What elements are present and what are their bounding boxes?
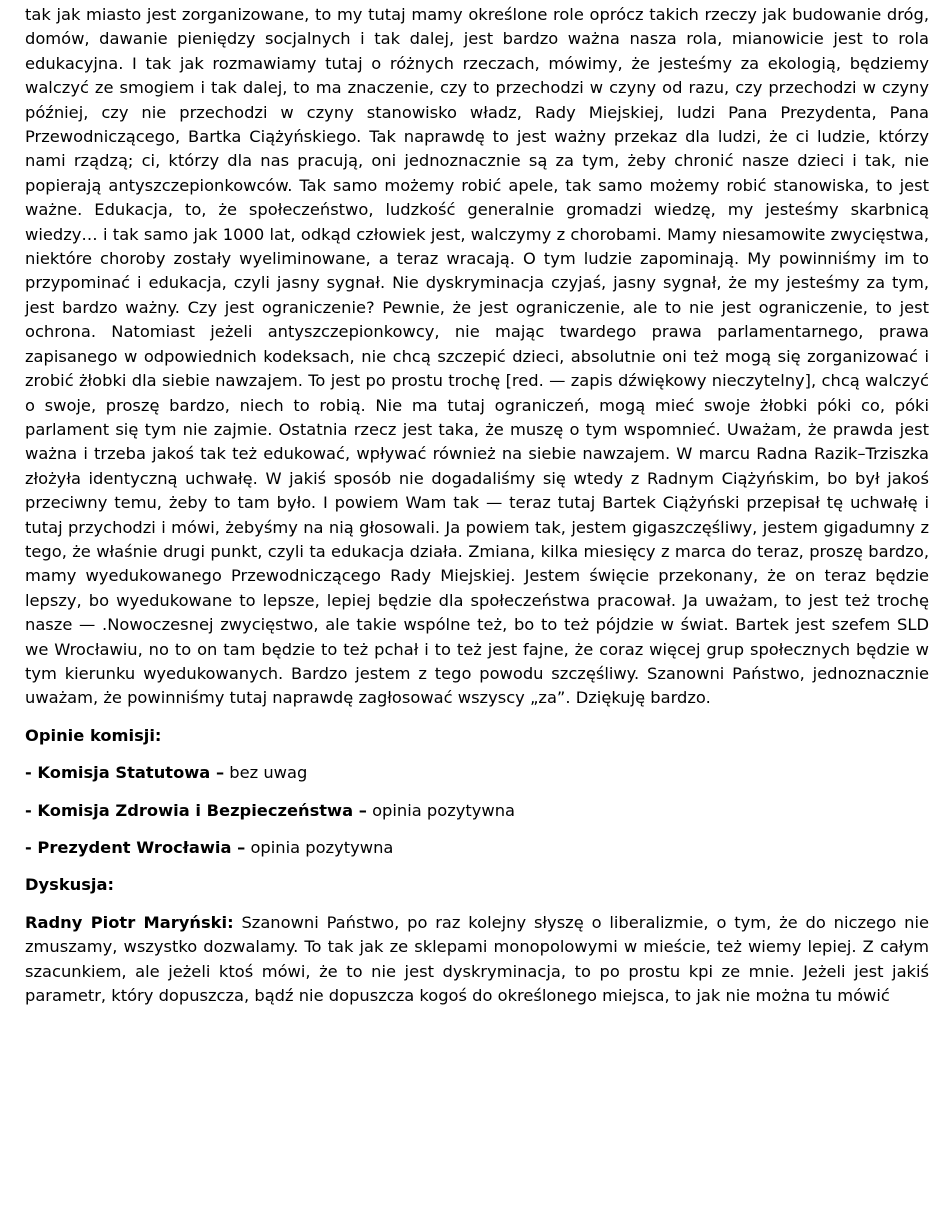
- opinion-committee-label: - Prezydent Wrocławia –: [25, 838, 246, 857]
- opinion-item-komisja-statutowa: [25, 761, 929, 785]
- opinion-value: opinia pozytywna: [250, 838, 394, 857]
- speech-text: Szanowni Państwo, po raz kolejny słyszę o liberalizmie, o tym, że do niczego nie zmuszamy, wszystko dozwalamy. To tak jak ze sklepami monopolowymi w mieście, też wiemy lepiej. Z całym szacunkiem, ale jeżeli ktoś mówi, że to nie jest dyskryminacja, to po prostu kpi ze mnie. Jeżeli jest jakiś parametr, który dopuszcza, bądź nie dopuszcza kogoś do określonego miejsca, to jak nie można tu mówić: [25, 912, 929, 1006]
- discussion-heading: Dyskusja:: [25, 875, 115, 895]
- opinions-heading: Opinie komisji:: [25, 725, 162, 745]
- opinion-item-komisja-zdrowia: [25, 799, 929, 823]
- speech-continuation-paragraph: tak jak miasto jest zorganizowane, to my tutaj mamy określone role oprócz takich rzeczy jak budowanie dróg, domów, dawanie pieniędzy socjalnych i tak dalej, jest bardzo ważna nasza rola, mianowicie jest to rola edukacyjna. I tak jak rozmawiamy tutaj o różnych rzeczach, mówimy, że jesteśmy za ekologią, będziemy walczyć ze smogiem i tak dalej, to ma znaczenie, czy to przechodzi w czyny od razu, czy przechodzi w czyny później, czy nie przechodzi w czyny stanowisko władz, Rady Miejskiej, ludzi Pana Prezydenta, Pana Przewodniczącego, Bartka Ciążyńskiego. Tak naprawdę to jest ważny przekaz dla ludzi, że ci ludzie, którzy nami rządzą; ci, którzy dla nas pracują, oni jednoznacznie są za tym, żeby chronić nasze dzieci i tak, nie popierają antyszczepionkowców. Tak samo możemy robić apele, tak samo możemy robić stanowiska, to jest ważne. Edukacja, to, że społeczeństwo, ludzkość generalnie gromadzi wiedzę, my jesteśmy skarbnicą wiedzy… i tak samo jak 1000 lat, odkąd człowiek jest, walczymy z chorobami. Mamy niesamowite zwycięstwa, niektóre choroby zostały wyeliminowane, a teraz wracają. O tym ludzie zapominają. My powinniśmy im to przypominać i edukacja, czyli jasny sygnał. Nie dyskryminacja czyjaś, jasny sygnał, że my jesteśmy za tym, jest bardzo ważny. Czy jest ograniczenie? Pewnie, że jest ograniczenie, ale to nie jest ograniczenie, to jest ochrona. Natomiast jeżeli antyszczepionkowcy, nie mając twardego prawa parlamentarnego, prawa zapisanego w odpowiednich kodeksach, nie chcą szczepić dzieci, absolutnie oni też mogą się zorganizować i zrobić żłobki dla siebie nawzajem. To jest po prostu trochę [red. — zapis dźwiękowy nieczytelny], chcą walczyć o swoje, proszę bardzo, niech to robią. Nie ma tutaj ograniczeń, mogą mieć swoje żłobki póki co, póki parlament się tym nie zajmie. Ostatnia rzecz jest taka, że muszę o tym wspomnieć. Uważam, że prawda jest ważna i trzeba jakoś tak też edukować, wpływać również na siebie nawzajem. W marcu Radna Razik–Trziszka złożyła identyczną uchwałę. W jakiś sposób nie dogadaliśmy się wtedy z Radnym Ciążyńskim, bo był jakoś przeciwny temu, żeby to tam było. I powiem Wam tak — teraz tutaj Bartek Ciążyński przepisał tę uchwałę i tutaj przychodzi i mówi, żebyśmy na nią głosowali. Ja powiem tak, jestem gigaszczęśliwy, jestem gigadumny z tego, że właśnie drugi punkt, czyli ta edukacja działa. Zmiana, kilka miesięcy z marca do teraz, proszę bardzo, mamy wyedukowanego Przewodniczącego Rady Miejskiej. Jestem święcie przekonany, że on teraz będzie lepszy, bo wyedukowane to lepsze, lepiej będzie dla społeczeństwa pracował. Ja uważam, to jest też trochę nasze — .Nowoczesnej zwycięstwo, ale takie wspólne też, bo to też pójdzie w świat. Bartek jest szefem SLD we Wrocławiu, no to on tam będzie to też pchał i to też jest fajne, że coraz więcej grup społecznych będzie w tym kierunku wyedukowanych. Bardzo jestem z tego powodu szczęśliwy. Szanowni Państwo, jednoznacznie uważam, że powinniśmy tutaj naprawdę zagłosować wszyscy „za”. Dziękuję bardzo.: [25, 5, 929, 708]
- discussion-speech-paragraph: [25, 911, 929, 1009]
- opinion-value: bez uwag: [229, 763, 308, 783]
- opinion-committee-label: - Komisja Statutowa –: [25, 763, 225, 783]
- speaker-name: Radny Piotr Maryński:: [25, 912, 234, 932]
- opinion-value: opinia pozytywna: [372, 800, 516, 820]
- opinion-item-prezydent-wroclawia: [25, 836, 929, 860]
- opinion-committee-label: - Komisja Zdrowia i Bezpieczeństwa –: [25, 800, 367, 820]
